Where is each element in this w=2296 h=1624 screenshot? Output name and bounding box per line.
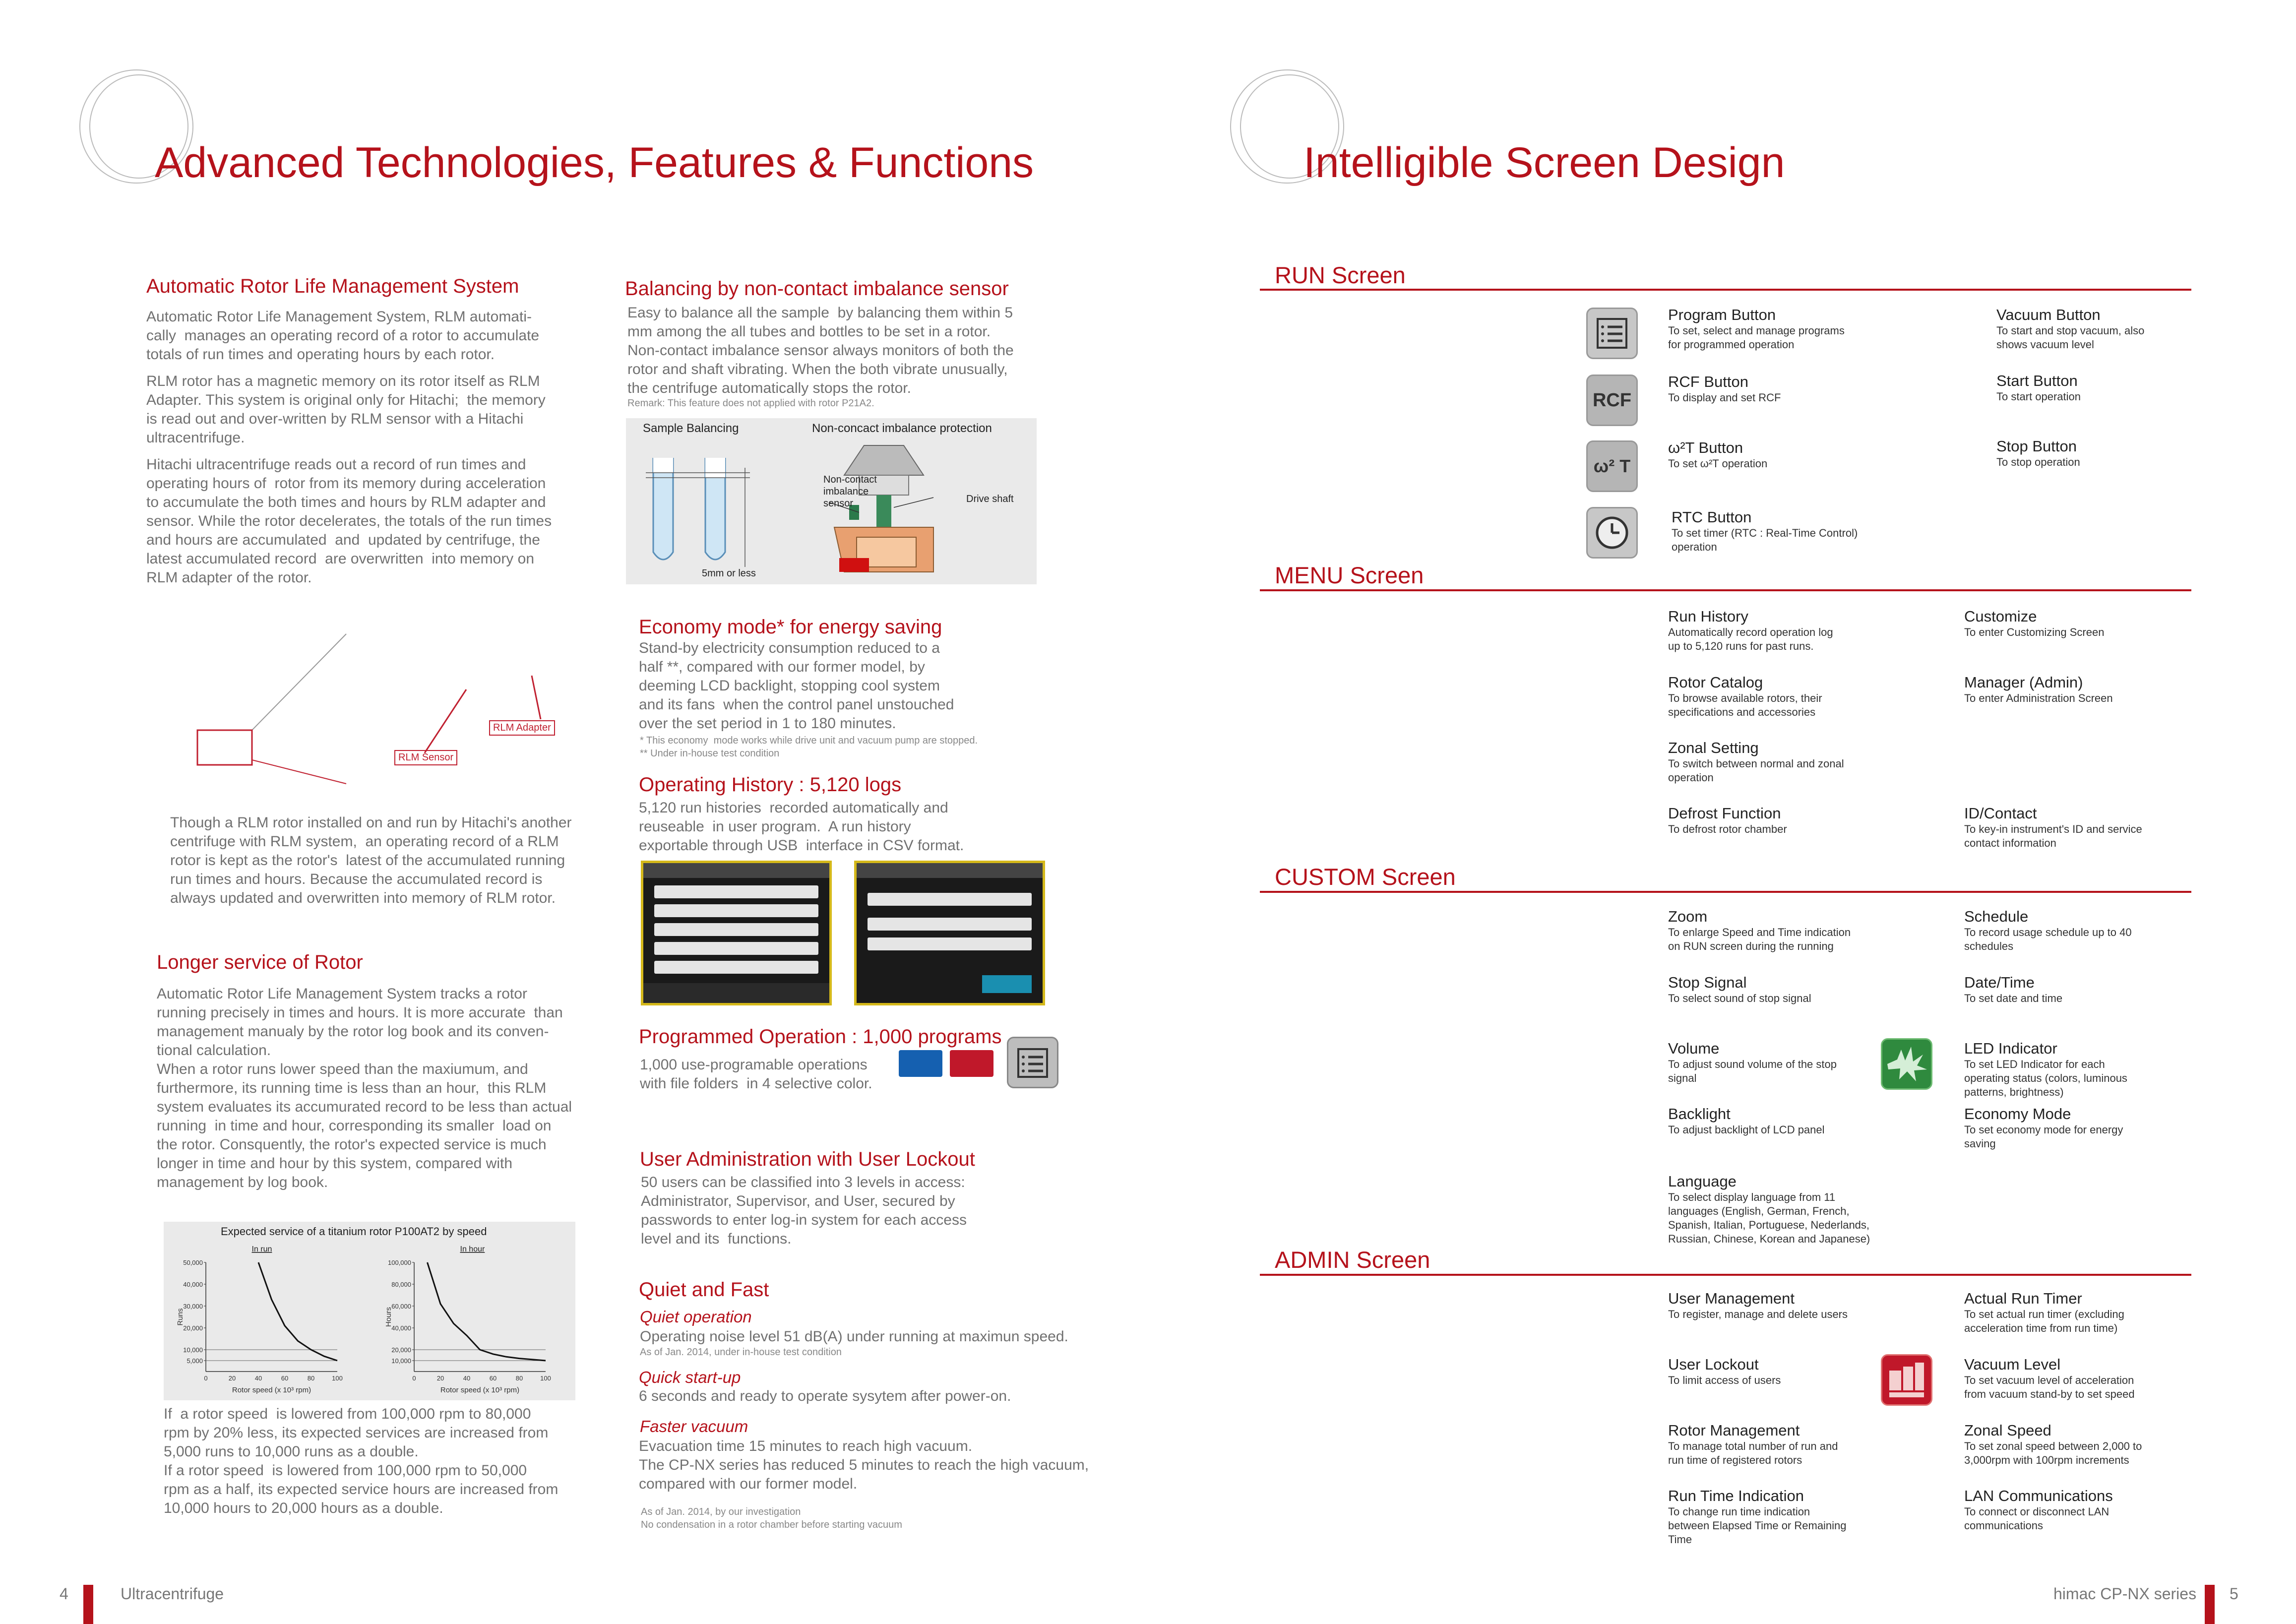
rlm-para-1: Automatic Rotor Life Management System, RLM automati- cally manages an operating record of a rotor to accumulate totals of run times and operating hours by each rotor. <box>146 309 540 363</box>
x-tick-label: 80 <box>307 1374 315 1382</box>
custom-item-datetime <box>1964 974 2062 1005</box>
feature-desc: To set ω²T operation <box>1668 457 1768 470</box>
feature-title: ID/Contact <box>1964 805 2037 822</box>
w2t-button-icon <box>1586 440 1638 492</box>
quiet-sub3: Faster vacuum <box>640 1417 748 1436</box>
y-tick-label: 100,000 <box>388 1259 411 1266</box>
page-number-right: 5 <box>2230 1585 2238 1603</box>
feature-title: LED Indicator <box>1964 1040 2057 1057</box>
feature-desc: To adjust sound volume of the stop signal <box>1668 1058 1837 1084</box>
balancing-remark: Remark: This feature does not applied with rotor P21A2. <box>627 398 874 409</box>
page-title-right: Intelligible Screen Design <box>1303 139 1785 187</box>
feature-title: Stop Button <box>1996 437 2077 455</box>
footer-bar-left <box>83 1585 93 1624</box>
fig-sample-title: Sample Balancing <box>643 422 739 435</box>
series-line <box>258 1262 337 1361</box>
feature-title: Stop Signal <box>1668 974 1747 991</box>
series-line <box>428 1262 546 1361</box>
admin-item-actual-run-timer <box>1964 1290 2124 1335</box>
y-tick-label: 20,000 <box>183 1324 203 1332</box>
run-screen-rule <box>1260 289 2191 291</box>
feature-title: Vacuum Button <box>1996 306 2101 323</box>
fig-sensor-label: Non-contact imbalance sensor <box>823 474 877 509</box>
useradmin-heading: User Administration with User Lockout <box>640 1148 975 1170</box>
menu-screen-title: MENU Screen <box>1275 562 1424 588</box>
rcf-button-icon <box>1586 375 1638 426</box>
economy-note: * This economy mode works while drive unit and vacuum pump are stopped. ** Under in-house test condition <box>640 735 978 759</box>
program-button-icon <box>1586 308 1638 359</box>
economy-para: Stand-by electricity consumption reduced to a half **, compared with our former model, by deeming LCD backlight, stopping cool system and its fans when the control panel unstouched over the set period in 1 to 180 minutes. <box>639 640 954 732</box>
x-tick-label: 0 <box>412 1374 416 1382</box>
chart-runs <box>169 1240 367 1399</box>
feature-desc: To change run time indication between Elapsed Time or Remaining Time <box>1668 1505 1847 1546</box>
run-item-vacuum <box>1996 306 2144 352</box>
feature-desc: To switch between normal and zonal operation <box>1668 757 1844 784</box>
longer-after-para: If a rotor speed is lowered from 100,000 rpm to 80,000 rpm by 20% less, its expected services are increased from 5,000 runs to 10,000 runs as a double. If a rotor speed is lowered from 100,000 rpm to 50,000 rpm as a half, its expected service hours are increased from 10,000 hours to 20,000 hours as a double. <box>164 1406 558 1516</box>
admin-item-vacuum-level <box>1964 1356 2135 1401</box>
admin-item-rotor-management <box>1668 1422 1838 1467</box>
feature-desc: To set vacuum level of acceleration from vacuum stand-by to set speed <box>1964 1374 2135 1400</box>
page-number-left: 4 <box>60 1585 68 1603</box>
w2t-icon-label: ω² T <box>1593 456 1631 476</box>
feature-desc: To set LED Indicator for each operating status (colors, luminous patterns, brightness) <box>1964 1058 2127 1098</box>
feature-desc: To start and stop vacuum, also shows vacuum level <box>1996 324 2145 351</box>
feature-desc: To key-in instrument's ID and service contact information <box>1964 823 2142 849</box>
feature-title: User Lockout <box>1668 1356 1759 1373</box>
feature-desc: To display and set RCF <box>1668 391 1781 404</box>
feature-desc: To select display language from 11 languages (English, German, French, Spanish, Italian, Portuguese, Nederlands, Russian, Chinese, Korean and Japanese) <box>1668 1191 1870 1245</box>
y-tick-label: 10,000 <box>183 1346 203 1354</box>
rtc-clock-icon <box>1586 507 1638 559</box>
feature-title: ω²T Button <box>1668 439 1743 456</box>
feature-desc: To start operation <box>1996 390 2081 403</box>
menu-item-id-contact <box>1964 805 2142 850</box>
custom-item-schedule <box>1964 908 2132 953</box>
program-list-icon <box>1007 1037 1058 1088</box>
feature-desc: To defrost rotor chamber <box>1668 823 1787 835</box>
feature-desc: To set date and time <box>1964 992 2063 1004</box>
balancing-para: Easy to balance all the sample by balancing them within 5 mm among the all tubes and bottles to be set in a rotor. Non-contact imbalance sensor always monitors of both the rotor and shaft vibrating. When the both vibrate unusually, the centrifuge automatically stops the rotor. <box>627 305 1014 396</box>
fig-protection-title: Non-concact imbalance protection <box>812 422 992 435</box>
feature-title: Run History <box>1668 608 1748 625</box>
useradmin-para: 50 users can be classified into 3 levels in access: Administrator, Supervisor, and User, secured by passwords to enter log-in system for each access level and its functions. <box>641 1174 967 1247</box>
feature-title: Start Button <box>1996 372 2078 389</box>
menu-item-run-history <box>1668 608 1833 653</box>
admin-item-run-time <box>1668 1487 1847 1547</box>
custom-screen-rule <box>1260 891 2191 893</box>
run-item-start <box>1996 372 2081 404</box>
feature-title: Customize <box>1964 608 2037 625</box>
history-screen-1 <box>641 861 832 1005</box>
admin-item-zonal-speed <box>1964 1422 2142 1467</box>
economy-heading: Economy mode* for energy saving <box>639 616 942 638</box>
feature-title: Run Time Indication <box>1668 1487 1804 1504</box>
user-lockout-icon <box>1881 1354 1932 1406</box>
admin-screen-rule <box>1260 1274 2191 1276</box>
feature-desc: To enter Customizing Screen <box>1964 626 2105 638</box>
programmed-para: 1,000 use-programable operations with file folders in 4 selective color. <box>640 1057 872 1092</box>
quiet-text2: 6 seconds and ready to operate sysytem after power-on. <box>639 1388 1011 1404</box>
feature-title: Vacuum Level <box>1964 1356 2061 1373</box>
y-tick-label: 30,000 <box>183 1303 203 1310</box>
feature-title: Manager (Admin) <box>1964 674 2083 691</box>
quiet-note1: As of Jan. 2014, under in-house test condition <box>640 1347 842 1358</box>
longer-heading: Longer service of Rotor <box>157 951 363 973</box>
quiet-sub1: Quiet operation <box>640 1308 752 1326</box>
admin-item-user-lockout <box>1668 1356 1781 1387</box>
folder-red-icon <box>950 1050 993 1077</box>
custom-item-language <box>1668 1173 1870 1246</box>
feature-title: LAN Communications <box>1964 1487 2113 1504</box>
y-tick-label: 60,000 <box>391 1303 411 1310</box>
admin-item-user-management <box>1668 1290 1848 1321</box>
chart-subtitle: In hour <box>460 1245 485 1253</box>
run-item-rcf <box>1668 373 1781 405</box>
rlm-adapter-label: RLM Adapter <box>489 720 555 736</box>
quiet-note-bottom: As of Jan. 2014, by our investigation No condensation in a rotor chamber before starting vacuum <box>641 1506 902 1530</box>
feature-title: Economy Mode <box>1964 1105 2071 1123</box>
rcf-icon-label: RCF <box>1592 389 1632 411</box>
x-tick-label: 20 <box>436 1374 444 1382</box>
run-item-rtc <box>1672 508 1858 554</box>
feature-desc: To enlarge Speed and Time indication on RUN screen during the running <box>1668 926 1851 952</box>
feature-title: User Management <box>1668 1290 1795 1307</box>
feature-desc: To adjust backlight of LCD panel <box>1668 1124 1825 1136</box>
feature-desc: To set economy mode for energy saving <box>1964 1124 2123 1150</box>
rlm-para-2: RLM rotor has a magnetic memory on its rotor itself as RLM Adapter. This system is original only for Hitachi; the memory is read out and over-written by RLM sensor with a Hitachi ultracentrifuge. <box>146 373 546 446</box>
led-indicator-icon <box>1881 1038 1932 1090</box>
chart-subtitle: In run <box>251 1245 272 1253</box>
feature-title: Backlight <box>1668 1105 1731 1123</box>
rlm-para-3: Hitachi ultracentrifuge reads out a record of run times and operating hours of rotor from its memory during acceleration to accumulate the both times and hours by RLM adapter and sensor. While the rotor decelerates, the totals of the run times and hours are accumulated and updated by centrifuge, the latest accumulated record are overwritten into memory on RLM adapter of the rotor. <box>146 456 552 586</box>
feature-desc: To record usage schedule up to 40 schedules <box>1964 926 2132 952</box>
menu-item-customize <box>1964 608 2104 639</box>
feature-title: Zonal Setting <box>1668 739 1759 756</box>
x-axis-label: Rotor speed (x 10³ rpm) <box>440 1386 520 1394</box>
y-tick-label: 50,000 <box>183 1259 203 1266</box>
rlm-sensor-label: RLM Sensor <box>394 750 457 765</box>
menu-item-rotor-catalog <box>1668 674 1822 719</box>
feature-title: Actual Run Timer <box>1964 1290 2082 1307</box>
feature-title: Rotor Catalog <box>1668 674 1763 691</box>
menu-item-defrost <box>1668 805 1787 836</box>
custom-item-volume <box>1668 1040 1837 1085</box>
rlm-diagram <box>188 630 575 794</box>
y-tick-label: 20,000 <box>391 1346 411 1354</box>
x-tick-label: 100 <box>540 1374 551 1382</box>
feature-desc: To browse available rotors, their specifications and accessories <box>1668 692 1822 718</box>
feature-title: Volume <box>1668 1040 1720 1057</box>
x-tick-label: 0 <box>204 1374 208 1382</box>
custom-item-economy <box>1964 1105 2123 1151</box>
admin-screen-title: ADMIN Screen <box>1275 1247 1430 1273</box>
y-axis-label: Hours <box>384 1307 393 1327</box>
feature-desc: To set actual run timer (excluding acceleration time from run time) <box>1964 1308 2124 1334</box>
feature-desc: To manage total number of run and run time of registered rotors <box>1668 1440 1838 1466</box>
custom-item-backlight <box>1668 1105 1825 1137</box>
programmed-heading: Programmed Operation : 1,000 programs <box>639 1026 1002 1048</box>
feature-title: RCF Button <box>1668 373 1748 390</box>
x-tick-label: 60 <box>281 1374 289 1382</box>
quiet-sub2: Quick start-up <box>639 1368 741 1386</box>
run-screen-title: RUN Screen <box>1275 262 1406 288</box>
feature-title: Program Button <box>1668 306 1776 323</box>
y-tick-label: 5,000 <box>186 1357 203 1365</box>
feature-title: Zonal Speed <box>1964 1422 2051 1439</box>
y-tick-label: 80,000 <box>391 1281 411 1288</box>
rlm-after-para: Though a RLM rotor installed on and run by Hitachi's another centrifuge with RLM system, an operating record of a RLM rotor is kept as the rotor's latest of the accumulated running run times and hours. Because the accumulated record is always updated and overwritten into memory of RLM rotor. <box>170 814 572 906</box>
feature-title: RTC Button <box>1672 508 1752 526</box>
fig-shaft-label: Drive shaft <box>966 494 1014 504</box>
run-item-stop <box>1996 437 2080 469</box>
footer-text-right: himac CP-NX series <box>2053 1585 2197 1603</box>
chart-hours <box>377 1240 575 1399</box>
x-tick-label: 40 <box>463 1374 471 1382</box>
feature-desc: To set zonal speed between 2,000 to 3,000rpm with 100rpm increments <box>1964 1440 2142 1466</box>
feature-desc: To register, manage and delete users <box>1668 1308 1848 1320</box>
feature-title: Zoom <box>1668 908 1708 925</box>
run-item-w2t <box>1668 439 1767 471</box>
folder-blue-icon <box>899 1050 942 1077</box>
history-screen-2 <box>854 861 1045 1005</box>
y-tick-label: 10,000 <box>391 1357 411 1365</box>
feature-title: Rotor Management <box>1668 1422 1800 1439</box>
footer-text-left: Ultracentrifuge <box>121 1585 224 1603</box>
history-para: 5,120 run histories recorded automatically and reuseable in user program. A run history exportable through USB interface in CSV format. <box>639 800 964 854</box>
y-axis-label: Runs <box>176 1308 185 1326</box>
feature-desc: Automatically record operation log up to 5,120 runs for past runs. <box>1668 626 1833 652</box>
menu-item-zonal-setting <box>1668 739 1844 785</box>
x-tick-label: 100 <box>332 1374 343 1382</box>
x-tick-label: 80 <box>515 1374 523 1382</box>
feature-title: Language <box>1668 1173 1737 1190</box>
x-axis-label: Rotor speed (x 10³ rpm) <box>232 1386 311 1394</box>
longer-para: Automatic Rotor Life Management System tracks a rotor running precisely in times and hours. It is more accurate than management manualy by the rotor log book and its conven- tional calculation. When a rotor runs lower speed than the maxiumum, and furthermore, its running time is less than an hour, this RLM system evaluates its accumurated record to be less than actual running in time and hour, corresponding its smaller load on the rotor. Consquently, the rotor's expected service is much longer in time and hour by this system, compared with management by log book. <box>157 986 572 1190</box>
feature-desc: To set, select and manage programs for programmed operation <box>1668 324 1845 351</box>
feature-title: Defrost Function <box>1668 805 1781 822</box>
y-tick-label: 40,000 <box>391 1324 411 1332</box>
quiet-text3: Evacuation time 15 minutes to reach high vacuum. The CP-NX series has reduced 5 minutes to reach the high vacuum, compared with our former model. <box>639 1438 1089 1492</box>
feature-desc: To set timer (RTC : Real-Time Control) operation <box>1672 527 1858 553</box>
history-heading: Operating History : 5,120 logs <box>639 774 902 796</box>
feature-desc: To select sound of stop signal <box>1668 992 1811 1004</box>
feature-desc: To connect or disconnect LAN communications <box>1964 1505 2110 1532</box>
x-tick-label: 40 <box>254 1374 262 1382</box>
page-title-left: Advanced Technologies, Features & Functions <box>155 139 1034 187</box>
quiet-heading: Quiet and Fast <box>639 1279 769 1301</box>
feature-desc: To limit access of users <box>1668 1374 1781 1386</box>
menu-screen-rule <box>1260 589 2191 591</box>
x-tick-label: 60 <box>489 1374 497 1382</box>
y-tick-label: 40,000 <box>183 1281 203 1288</box>
feature-desc: To stop operation <box>1996 456 2080 468</box>
custom-screen-title: CUSTOM Screen <box>1275 864 1456 890</box>
balancing-heading: Balancing by non-contact imbalance sensor <box>625 278 1009 300</box>
run-item-program <box>1668 306 1845 352</box>
feature-desc: To enter Administration Screen <box>1964 692 2113 704</box>
footer-bar-right <box>2205 1585 2215 1624</box>
quiet-text1: Operating noise level 51 dB(A) under running at maximun speed. <box>640 1328 1068 1345</box>
custom-item-zoom <box>1668 908 1851 953</box>
menu-item-manager <box>1964 674 2113 705</box>
chart-title: Expected service of a titanium rotor P100AT2 by speed <box>221 1225 487 1238</box>
x-tick-label: 20 <box>228 1374 236 1382</box>
custom-item-led <box>1964 1040 2127 1099</box>
rlm-heading: Automatic Rotor Life Management System <box>146 275 519 297</box>
admin-item-lan <box>1964 1487 2113 1533</box>
feature-title: Date/Time <box>1964 974 2035 991</box>
custom-item-stop-signal <box>1668 974 1811 1005</box>
feature-title: Schedule <box>1964 908 2029 925</box>
fig-5mm-label: 5mm or less <box>702 568 756 579</box>
